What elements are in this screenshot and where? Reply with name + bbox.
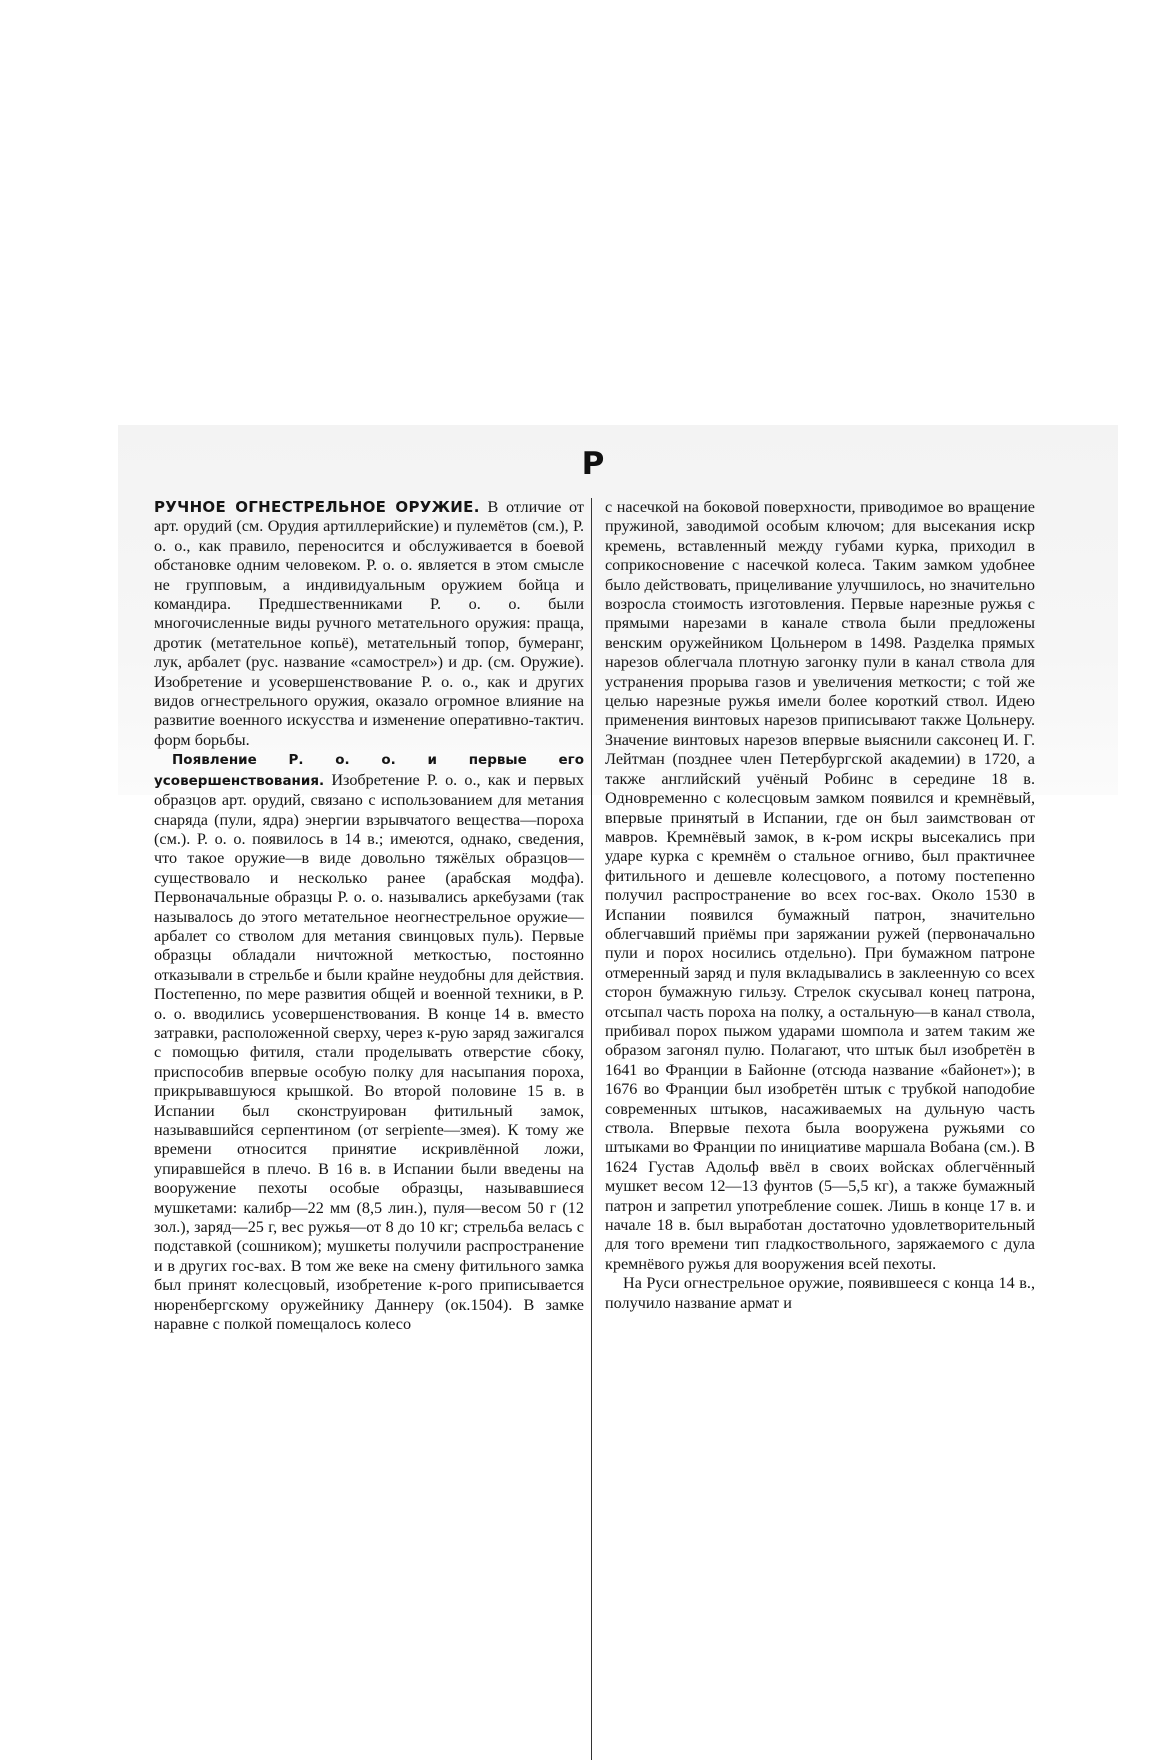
- article-headword: РУЧНОЕ ОГНЕСТРЕЛЬНОЕ ОРУЖИЕ.: [154, 498, 480, 516]
- left-column: [154, 498, 584, 1334]
- section-subheading: Появление Р. о. о. и первые его усовершенствования.: [154, 752, 584, 789]
- history-text: Изобретение Р. о. о., как и первых образцов арт. орудий, связано с использованием для метания снаряда (пули, ядра) энергии взрывчатого вещества—пороха (см.). Р. о. о. появилось в 14 в.; имеются, однако, сведения, что такое оружие—в виде довольно тяжёлых образцов—существовало и несколько ранее (арабская модфа). Первоначальные образцы Р. о. о. назывались аркебузами (так называлось до этого метательное неогнестрельное оружие—арбалет со стволом для метания свинцовых пуль). Первые образцы обладали ничтожной меткостью, постоянно отказывали в стрельбе и были крайне неудобны для действия. Постепенно, по мере развития общей и военной техники, в Р. о. о. вводились усовершенствования. В конце 14 в. вместо затравки, расположенной сверху, через к-рую заряд зажигался с помощью фитиля, стали проделывать отверстие сбоку, приспособив впервые особую полку для насыпания пороха, прикрывавшуюся крышкой. Во второй половине 15 в. в Испании был сконструирован фитильный замок, называвшийся серпентином (от serpiente—змея). К тому же времени относится принятие искривлённой ложи, упиравшейся в плечо. В 16 в. в Испании были введены на вооружение пехоты особые образцы, называвшиеся мушкетами: калибр—22 мм (8,5 лин.), пуля—весом 50 г (12 зол.), заряд—25 г, вес ружья—от 8 до 10 кг; стрельба велась с подставкой (сошником); мушкеты получили распространение и в других гос-вах. В том же веке на смену фитильного замка был принят колесцовый, изобретение к-рого приписывается нюренбергскому оружейнику Даннеру (ок.1504). В замке наравне с полкой помещалось колесо: [154, 770, 584, 1334]
- column-divider: [591, 498, 592, 1760]
- continuation-paragraph: с насечкой на боковой поверхности, приводимое во вращение пружиной, заводимой особым ключом; для высекания искр кремень, вставленный между губами курка, приходил в соприкосновение с насечкой колеса. Таким замком удобнее было действовать, прицеливание улучшилось, но значительно возросла стоимость изготовления. Первые нарезные ружья с прямыми нарезами в канале ствола были предложены венским оружейником Цольнером в 1498. Разделка прямых нарезов облегчала плотную загонку пули в канал ствола для устранения прорыва газов и увеличения меткости; с той же целью нарезные ружья имели более короткий ствол. Идею применения винтовых нарезов приписывают также Цольнеру. Значение винтовых нарезов впервые выяснили саксонец И. Г. Лейтман (позднее член Петербургской академии) в 1720, а также английский учёный Робинс в середине 18 в. Одновременно с колесцовым замком появился и кремнёвый, впервые принятый в Испании, где он был заимствован от мавров. Кремнёвый замок, в к-ром искры высекались при ударе курка с кремнём о стальное огниво, был практичнее фитильного и дешевле колесцового, а потому постепенно получил распространение во всех гос-вах. Около 1530 в Испании появился бумажный патрон, значительно облегчавший приёмы при заряжании ружей (первоначально пули и порох носились отдельно). При бумажном патроне отмеренный заряд и пуля вкладывались в заклеенную со всех сторон бумажную гильзу. Стрелок скусывал конец патрона, отсыпал часть пороха на полку, а остальную—в канал ствола, прибивал порох пыжом ударами шомпола и затем таким же образом загонял пулю. Полагают, что штык был изобретён в 1641 во Франции в Байонне (отсюда название «байонет»); в 1676 во Франции был изобретён штык с трубкой наподобие современных штыков, насаживаемых на дульную часть ствола. Впервые пехота была вооружена ружьями со штыками во Франции по инициативе маршала Вобана (см.). В 1624 Густав Адольф ввёл в своих войсках облегчённый мушкет весом 12—13 фунтов (5—5,5 кг), а также бумажный патрон и запретил употребление сошек. Лишь в конце 17 в. и начале 18 в. был выработан достаточно удовлетворительный для того времени тип гладкоствольного, заряжаемого с дула кремнёвого ружья для вооружения всей пехоты.: [605, 498, 1035, 1273]
- article-intro-paragraph: [154, 498, 584, 750]
- russia-paragraph: На Руси огнестрельное оружие, появившееся с конца 14 в., получило название армат и: [605, 1274, 1035, 1312]
- right-column: [605, 498, 1035, 1313]
- intro-text: В отличие от арт. орудий (см. Орудия артиллерийские) и пулемётов (см.), Р. о. о., как правило, переносится и обслуживается в боевой обстановке одним человеком. Р. о. о. является в этом смысле не групповым, а индивидуальным оружием бойца и командира. Предшественниками Р. о. о. были многочисленные виды ручного метательного оружия: праща, дротик (метательное копьё), метательный топор, бумеранг, лук, арбалет (рус. название «самострел») и др. (см. Оружие). Изобретение и усовершенствование Р. о. о., как и других видов огнестрельного оружия, оказало огромное влияние на развитие военного искусства и изменение оперативно-тактич. форм борьбы.: [154, 498, 584, 749]
- history-paragraph: [154, 750, 584, 1334]
- section-letter: Р: [581, 446, 605, 482]
